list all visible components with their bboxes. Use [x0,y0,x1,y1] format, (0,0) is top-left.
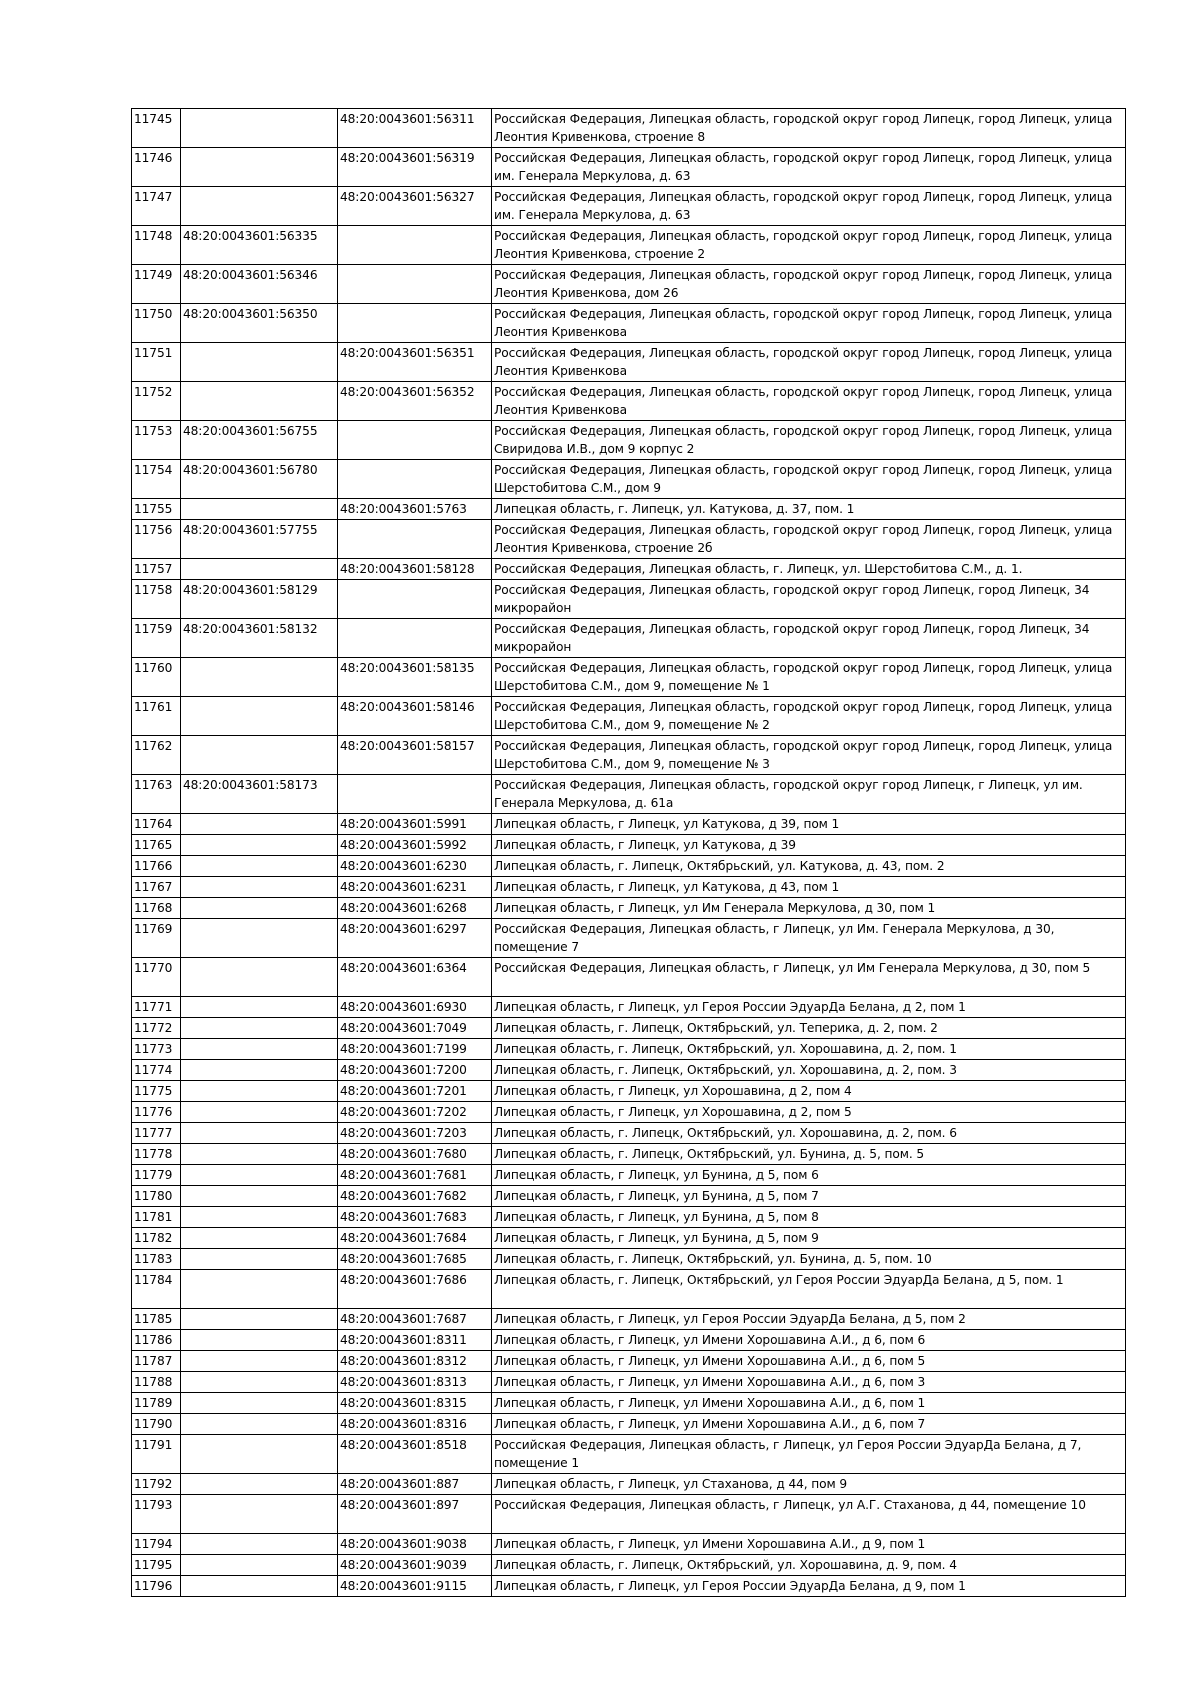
table-row [132,856,1126,877]
cadastral-number-b-cell [338,304,492,343]
cadastral-number-a-cell: 48:20:0043601:57755 [181,520,338,559]
address-cell: Липецкая область, г Липецк, ул Катукова, д 43, пом 1 [492,877,1126,898]
address-cell: Липецкая область, г. Липецк, Октябрьский, ул Героя России ЭдуарДа Белана, д 5, пом. 1 [492,1270,1126,1309]
row-number-cell: 11791 [132,1435,181,1474]
cadastral-number-a-cell [181,1495,338,1534]
row-number-cell: 11759 [132,619,181,658]
cadastral-number-b-cell: 48:20:0043601:7681 [338,1165,492,1186]
row-number-cell: 11793 [132,1495,181,1534]
cadastral-number-b-cell: 48:20:0043601:887 [338,1474,492,1495]
cadastral-number-b-cell: 48:20:0043601:56352 [338,382,492,421]
cadastral-number-b-cell: 48:20:0043601:7200 [338,1060,492,1081]
table-row [132,343,1126,382]
address-cell: Российская Федерация, Липецкая область, городской округ город Липецк, город Липецк, улица Леонтия Кривенкова [492,343,1126,382]
cadastral-number-b-cell: 48:20:0043601:8313 [338,1372,492,1393]
cadastral-number-a-cell [181,1534,338,1555]
row-number-cell: 11778 [132,1144,181,1165]
row-number-cell: 11774 [132,1060,181,1081]
cadastral-number-b-cell: 48:20:0043601:6230 [338,856,492,877]
row-number-cell: 11745 [132,109,181,148]
cadastral-number-a-cell [181,1576,338,1597]
cadastral-number-a-cell [181,1435,338,1474]
address-cell: Липецкая область, г. Липецк, ул. Катукова, д. 37, пом. 1 [492,499,1126,520]
row-number-cell: 11766 [132,856,181,877]
cadastral-number-b-cell: 48:20:0043601:6364 [338,958,492,997]
row-number-cell: 11769 [132,919,181,958]
cadastral-number-a-cell [181,559,338,580]
address-cell: Липецкая область, г Липецк, ул Имени Хорошавина А.И., д 9, пом 1 [492,1534,1126,1555]
row-number-cell: 11770 [132,958,181,997]
address-cell: Российская Федерация, Липецкая область, городской округ город Липецк, город Липецк, улица Леонтия Кривенкова, строение 2б [492,520,1126,559]
cadastral-number-a-cell: 48:20:0043601:56755 [181,421,338,460]
address-cell: Липецкая область, г Липецк, ул Бунина, д 5, пом 9 [492,1228,1126,1249]
table-row [132,898,1126,919]
address-cell: Липецкая область, г. Липецк, Октябрьский, ул. Катукова, д. 43, пом. 2 [492,856,1126,877]
cadastral-number-a-cell [181,187,338,226]
table-row [132,919,1126,958]
row-number-cell: 11782 [132,1228,181,1249]
table-row [132,1576,1126,1597]
table-row [132,775,1126,814]
table-row [132,1393,1126,1414]
cadastral-number-b-cell: 48:20:0043601:7201 [338,1081,492,1102]
table-row [132,109,1126,148]
table-row [132,559,1126,580]
address-cell: Липецкая область, г. Липецк, Октябрьский, ул. Хорошавина, д. 9, пом. 4 [492,1555,1126,1576]
address-cell: Российская Федерация, Липецкая область, городской округ город Липецк, город Липецк, улица Свиридова И.В., дом 9 корпус 2 [492,421,1126,460]
cadastral-number-a-cell: 48:20:0043601:56335 [181,226,338,265]
row-number-cell: 11767 [132,877,181,898]
table-row [132,877,1126,898]
cadastral-number-b-cell: 48:20:0043601:6930 [338,997,492,1018]
cadastral-number-a-cell: 48:20:0043601:56346 [181,265,338,304]
address-cell: Российская Федерация, Липецкая область, г Липецк, ул Им Генерала Меркулова, д 30, пом 5 [492,958,1126,997]
row-number-cell: 11749 [132,265,181,304]
cadastral-number-a-cell [181,1039,338,1060]
cadastral-number-b-cell [338,226,492,265]
address-cell: Липецкая область, г Липецк, ул Героя России ЭдуарДа Белана, д 9, пом 1 [492,1576,1126,1597]
table-row [132,1555,1126,1576]
row-number-cell: 11792 [132,1474,181,1495]
row-number-cell: 11753 [132,421,181,460]
cadastral-number-b-cell: 48:20:0043601:56319 [338,148,492,187]
table-row [132,265,1126,304]
row-number-cell: 11761 [132,697,181,736]
table-row [132,1372,1126,1393]
row-number-cell: 11748 [132,226,181,265]
cadastral-number-a-cell [181,1186,338,1207]
table-row [132,1207,1126,1228]
row-number-cell: 11785 [132,1309,181,1330]
row-number-cell: 11751 [132,343,181,382]
cadastral-number-a-cell [181,1393,338,1414]
address-cell: Российская Федерация, Липецкая область, городской округ город Липецк, г Липецк, ул им. Генерала Меркулова, д. 61а [492,775,1126,814]
row-number-cell: 11779 [132,1165,181,1186]
address-cell: Липецкая область, г Липецк, ул Бунина, д 5, пом 8 [492,1207,1126,1228]
table-row [132,1102,1126,1123]
cadastral-number-a-cell [181,148,338,187]
cadastral-number-a-cell [181,997,338,1018]
cadastral-number-a-cell [181,856,338,877]
cadastral-number-b-cell: 48:20:0043601:897 [338,1495,492,1534]
table-row [132,1435,1126,1474]
cadastral-number-a-cell [181,109,338,148]
table-row [132,1165,1126,1186]
cadastral-number-b-cell: 48:20:0043601:56327 [338,187,492,226]
table-row [132,1081,1126,1102]
address-cell: Липецкая область, г Липецк, ул Хорошавина, д 2, пом 4 [492,1081,1126,1102]
address-cell: Российская Федерация, Липецкая область, городской округ город Липецк, город Липецк, улица Леонтия Кривенкова [492,382,1126,421]
cadastral-number-b-cell: 48:20:0043601:7687 [338,1309,492,1330]
cadastral-number-b-cell [338,265,492,304]
cadastral-number-a-cell [181,1165,338,1186]
row-number-cell: 11760 [132,658,181,697]
row-number-cell: 11787 [132,1351,181,1372]
cadastral-number-b-cell [338,460,492,499]
cadastral-number-a-cell [181,1474,338,1495]
row-number-cell: 11775 [132,1081,181,1102]
table-row [132,1330,1126,1351]
row-number-cell: 11783 [132,1249,181,1270]
cadastral-number-a-cell [181,343,338,382]
row-number-cell: 11790 [132,1414,181,1435]
cadastral-number-b-cell: 48:20:0043601:8312 [338,1351,492,1372]
row-number-cell: 11752 [132,382,181,421]
row-number-cell: 11772 [132,1018,181,1039]
table-row [132,1474,1126,1495]
table-row [132,1351,1126,1372]
cadastral-number-a-cell [181,898,338,919]
cadastral-number-a-cell [181,814,338,835]
cadastral-number-b-cell: 48:20:0043601:8311 [338,1330,492,1351]
cadastral-number-b-cell [338,775,492,814]
table-row [132,1039,1126,1060]
cadastral-number-a-cell [181,1372,338,1393]
cadastral-number-a-cell: 48:20:0043601:58129 [181,580,338,619]
cadastral-number-b-cell: 48:20:0043601:9038 [338,1534,492,1555]
address-cell: Российская Федерация, Липецкая область, городской округ город Липецк, город Липецк, улица Шерстобитова С.М., дом 9, помещение № 1 [492,658,1126,697]
cadastral-number-a-cell [181,1144,338,1165]
address-cell: Российская Федерация, Липецкая область, г Липецк, ул Героя России ЭдуарДа Белана, д 7, помещение 1 [492,1435,1126,1474]
table-row [132,304,1126,343]
address-cell: Липецкая область, г. Липецк, Октябрьский, ул. Хорошавина, д. 2, пом. 1 [492,1039,1126,1060]
cadastral-number-a-cell [181,1330,338,1351]
cadastral-number-b-cell: 48:20:0043601:6297 [338,919,492,958]
cadastral-number-a-cell [181,1123,338,1144]
table-row [132,997,1126,1018]
address-cell: Липецкая область, г. Липецк, Октябрьский, ул. Бунина, д. 5, пом. 10 [492,1249,1126,1270]
table-row [132,697,1126,736]
table-row [132,187,1126,226]
row-number-cell: 11771 [132,997,181,1018]
address-cell: Липецкая область, г Липецк, ул Героя России ЭдуарДа Белана, д 2, пом 1 [492,997,1126,1018]
address-cell: Липецкая область, г. Липецк, Октябрьский, ул. Хорошавина, д. 2, пом. 6 [492,1123,1126,1144]
address-cell: Российская Федерация, Липецкая область, городской округ город Липецк, город Липецк, улица Шерстобитова С.М., дом 9, помещение № 3 [492,736,1126,775]
row-number-cell: 11764 [132,814,181,835]
cadastral-number-a-cell [181,1207,338,1228]
row-number-cell: 11777 [132,1123,181,1144]
table-row [132,1228,1126,1249]
table-row [132,658,1126,697]
address-cell: Российская Федерация, Липецкая область, г Липецк, ул Им. Генерала Меркулова, д 30, помещение 7 [492,919,1126,958]
address-cell: Липецкая область, г Липецк, ул Имени Хорошавина А.И., д 6, пом 7 [492,1414,1126,1435]
cadastral-number-a-cell [181,697,338,736]
address-cell: Российская Федерация, Липецкая область, городской округ город Липецк, город Липецк, 34 микрорайон [492,580,1126,619]
cadastral-number-a-cell [181,1351,338,1372]
row-number-cell: 11763 [132,775,181,814]
cadastral-number-a-cell [181,1060,338,1081]
table-body [132,109,1126,1597]
cadastral-number-a-cell [181,1414,338,1435]
cadastral-number-b-cell: 48:20:0043601:7686 [338,1270,492,1309]
document-page [131,108,1125,1597]
cadastral-number-b-cell: 48:20:0043601:8316 [338,1414,492,1435]
cadastral-number-b-cell: 48:20:0043601:7683 [338,1207,492,1228]
row-number-cell: 11747 [132,187,181,226]
row-number-cell: 11788 [132,1372,181,1393]
table-row [132,148,1126,187]
cadastral-number-b-cell: 48:20:0043601:7203 [338,1123,492,1144]
address-cell: Липецкая область, г Липецк, ул Имени Хорошавина А.И., д 6, пом 6 [492,1330,1126,1351]
row-number-cell: 11750 [132,304,181,343]
table-row [132,1270,1126,1309]
cadastral-number-a-cell [181,658,338,697]
row-number-cell: 11755 [132,499,181,520]
cadastral-number-a-cell [181,382,338,421]
table-row [132,1495,1126,1534]
table-row [132,1414,1126,1435]
cadastral-number-b-cell: 48:20:0043601:58135 [338,658,492,697]
row-number-cell: 11757 [132,559,181,580]
address-cell: Российская Федерация, Липецкая область, городской округ город Липецк, город Липецк, улица Леонтия Кривенкова [492,304,1126,343]
row-number-cell: 11784 [132,1270,181,1309]
cadastral-number-a-cell [181,1081,338,1102]
cadastral-number-a-cell [181,499,338,520]
cadastral-number-b-cell: 48:20:0043601:5992 [338,835,492,856]
cadastral-number-a-cell [181,1249,338,1270]
cadastral-number-b-cell: 48:20:0043601:6231 [338,877,492,898]
table-row [132,1018,1126,1039]
cadastral-number-b-cell: 48:20:0043601:5991 [338,814,492,835]
cadastral-number-b-cell: 48:20:0043601:56351 [338,343,492,382]
table-row [132,1249,1126,1270]
table-row [132,1144,1126,1165]
cadastral-number-a-cell [181,736,338,775]
address-cell: Российская Федерация, Липецкая область, городской округ город Липецк, город Липецк, 34 микрорайон [492,619,1126,658]
cadastral-number-b-cell: 48:20:0043601:6268 [338,898,492,919]
cadastral-number-a-cell [181,835,338,856]
cadastral-number-a-cell [181,1228,338,1249]
table-row [132,520,1126,559]
address-cell: Липецкая область, г. Липецк, Октябрьский, ул. Хорошавина, д. 2, пом. 3 [492,1060,1126,1081]
row-number-cell: 11754 [132,460,181,499]
row-number-cell: 11781 [132,1207,181,1228]
cadastral-number-b-cell: 48:20:0043601:8315 [338,1393,492,1414]
cadastral-number-a-cell [181,958,338,997]
row-number-cell: 11756 [132,520,181,559]
cadastral-number-a-cell: 48:20:0043601:56780 [181,460,338,499]
table-row [132,226,1126,265]
cadastral-table [131,108,1126,1597]
cadastral-number-a-cell [181,1555,338,1576]
cadastral-number-b-cell: 48:20:0043601:9039 [338,1555,492,1576]
table-row [132,814,1126,835]
row-number-cell: 11796 [132,1576,181,1597]
cadastral-number-b-cell: 48:20:0043601:7049 [338,1018,492,1039]
cadastral-number-b-cell: 48:20:0043601:5763 [338,499,492,520]
cadastral-number-b-cell: 48:20:0043601:58128 [338,559,492,580]
table-row [132,460,1126,499]
table-row [132,835,1126,856]
cadastral-number-b-cell: 48:20:0043601:56311 [338,109,492,148]
cadastral-number-a-cell: 48:20:0043601:58132 [181,619,338,658]
row-number-cell: 11780 [132,1186,181,1207]
address-cell: Липецкая область, г Липецк, ул Бунина, д 5, пом 6 [492,1165,1126,1186]
address-cell: Липецкая область, г Липецк, ул Бунина, д 5, пом 7 [492,1186,1126,1207]
cadastral-number-b-cell: 48:20:0043601:7680 [338,1144,492,1165]
row-number-cell: 11773 [132,1039,181,1060]
address-cell: Липецкая область, г Липецк, ул Катукова, д 39, пом 1 [492,814,1126,835]
address-cell: Российская Федерация, Липецкая область, г. Липецк, ул. Шерстобитова С.М., д. 1. [492,559,1126,580]
cadastral-number-b-cell: 48:20:0043601:7684 [338,1228,492,1249]
cadastral-number-a-cell [181,1270,338,1309]
cadastral-number-b-cell [338,421,492,460]
address-cell: Липецкая область, г Липецк, ул Им Генерала Меркулова, д 30, пом 1 [492,898,1126,919]
cadastral-number-b-cell [338,580,492,619]
address-cell: Российская Федерация, Липецкая область, г Липецк, ул А.Г. Стаханова, д 44, помещение 10 [492,1495,1126,1534]
address-cell: Российская Федерация, Липецкая область, городской округ город Липецк, город Липецк, улица Шерстобитова С.М., дом 9, помещение № 2 [492,697,1126,736]
table-row [132,382,1126,421]
row-number-cell: 11786 [132,1330,181,1351]
address-cell: Липецкая область, г Липецк, ул Имени Хорошавина А.И., д 6, пом 3 [492,1372,1126,1393]
address-cell: Липецкая область, г Липецк, ул Катукова, д 39 [492,835,1126,856]
cadastral-number-b-cell: 48:20:0043601:58146 [338,697,492,736]
row-number-cell: 11794 [132,1534,181,1555]
row-number-cell: 11746 [132,148,181,187]
address-cell: Липецкая область, г Липецк, ул Стаханова, д 44, пом 9 [492,1474,1126,1495]
address-cell: Липецкая область, г Липецк, ул Имени Хорошавина А.И., д 6, пом 5 [492,1351,1126,1372]
address-cell: Российская Федерация, Липецкая область, городской округ город Липецк, город Липецк, улица им. Генерала Меркулова, д. 63 [492,148,1126,187]
row-number-cell: 11776 [132,1102,181,1123]
cadastral-number-a-cell: 48:20:0043601:56350 [181,304,338,343]
address-cell: Липецкая область, г. Липецк, Октябрьский, ул. Бунина, д. 5, пом. 5 [492,1144,1126,1165]
cadastral-number-b-cell: 48:20:0043601:7199 [338,1039,492,1060]
cadastral-number-b-cell: 48:20:0043601:8518 [338,1435,492,1474]
row-number-cell: 11795 [132,1555,181,1576]
cadastral-number-b-cell: 48:20:0043601:7685 [338,1249,492,1270]
table-row [132,736,1126,775]
row-number-cell: 11789 [132,1393,181,1414]
cadastral-number-a-cell [181,1018,338,1039]
table-row [132,421,1126,460]
cadastral-number-b-cell: 48:20:0043601:7202 [338,1102,492,1123]
address-cell: Липецкая область, г Липецк, ул Героя России ЭдуарДа Белана, д 5, пом 2 [492,1309,1126,1330]
row-number-cell: 11768 [132,898,181,919]
cadastral-number-a-cell [181,1102,338,1123]
address-cell: Российская Федерация, Липецкая область, городской округ город Липецк, город Липецк, улица Леонтия Кривенкова, дом 26 [492,265,1126,304]
table-row [132,1123,1126,1144]
row-number-cell: 11765 [132,835,181,856]
table-row [132,958,1126,997]
address-cell: Российская Федерация, Липецкая область, городской округ город Липецк, город Липецк, улица им. Генерала Меркулова, д. 63 [492,187,1126,226]
cadastral-number-a-cell [181,919,338,958]
row-number-cell: 11758 [132,580,181,619]
row-number-cell: 11762 [132,736,181,775]
cadastral-number-a-cell: 48:20:0043601:58173 [181,775,338,814]
table-row [132,1060,1126,1081]
table-row [132,1309,1126,1330]
address-cell: Липецкая область, г. Липецк, Октябрьский, ул. Теперика, д. 2, пом. 2 [492,1018,1126,1039]
cadastral-number-a-cell [181,877,338,898]
cadastral-number-b-cell: 48:20:0043601:9115 [338,1576,492,1597]
table-row [132,1534,1126,1555]
cadastral-number-b-cell: 48:20:0043601:58157 [338,736,492,775]
address-cell: Липецкая область, г Липецк, ул Имени Хорошавина А.И., д 6, пом 1 [492,1393,1126,1414]
address-cell: Российская Федерация, Липецкая область, городской округ город Липецк, город Липецк, улица Леонтия Кривенкова, строение 2 [492,226,1126,265]
cadastral-number-b-cell [338,619,492,658]
address-cell: Липецкая область, г Липецк, ул Хорошавина, д 2, пом 5 [492,1102,1126,1123]
address-cell: Российская Федерация, Липецкая область, городской округ город Липецк, город Липецк, улица Леонтия Кривенкова, строение 8 [492,109,1126,148]
table-row [132,1186,1126,1207]
cadastral-number-b-cell [338,520,492,559]
table-row [132,580,1126,619]
table-row [132,619,1126,658]
cadastral-number-b-cell: 48:20:0043601:7682 [338,1186,492,1207]
table-row [132,499,1126,520]
address-cell: Российская Федерация, Липецкая область, городской округ город Липецк, город Липецк, улица Шерстобитова С.М., дом 9 [492,460,1126,499]
cadastral-number-a-cell [181,1309,338,1330]
